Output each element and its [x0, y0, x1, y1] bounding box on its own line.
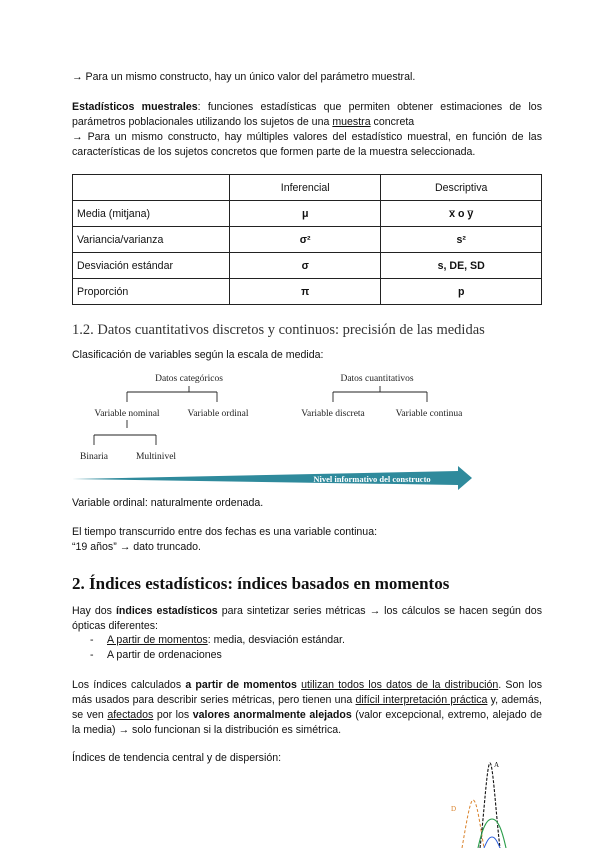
subheading-datos-cuantitativos: 1.2. Datos cuantitativos discretos y continuos: precisión de las medidas [72, 322, 485, 338]
curve-label-a: A [494, 761, 500, 769]
label-variable-nominal: Variable nominal [94, 409, 160, 419]
text: por los [153, 709, 193, 721]
text: Hay dos [72, 605, 116, 617]
underlined-text: afectados [107, 709, 154, 721]
bold-text: valores anormalmente alejados [192, 709, 352, 721]
table-row [73, 279, 542, 305]
optics-list [72, 633, 542, 663]
tendencia-caption: Índices de tendencia central y de dispersión: [72, 752, 282, 764]
parameters-table [72, 174, 542, 305]
distribution-curves-figure [440, 755, 520, 848]
underlined-text: difícil interpretación práctica [355, 694, 488, 706]
label-variable-discreta: Variable discreta [301, 409, 365, 419]
text: y, además, se ven [72, 694, 542, 721]
momentos-paragraph [72, 678, 542, 738]
cell: σ² [230, 227, 381, 253]
cell: Variancia/varianza [73, 227, 230, 253]
table-header-row [73, 175, 542, 201]
cell: μ [230, 201, 381, 227]
paragraph-estadisticos [72, 100, 542, 160]
label-binaria: Binaria [80, 452, 108, 462]
text: El tiempo transcurrido entre dos fechas es una variable continua: [72, 526, 378, 538]
intro-paragraph [72, 604, 542, 634]
ordinal-note: Variable ordinal: naturalmente ordenada. [72, 497, 264, 509]
underlined-text: utilizan todos los datos de la distribución [301, 679, 499, 691]
list-item [72, 633, 542, 648]
cell: σ [230, 253, 381, 279]
label-datos-cuantitativos: Datos cuantitativos [340, 374, 414, 384]
underlined-momentos: A partir de momentos [107, 634, 208, 646]
tiempo-paragraph [72, 525, 542, 555]
text: . Son los más usados para describir series métricas, pero tienen una [72, 679, 542, 706]
text: : media, desviación estándar. [207, 634, 345, 646]
cell: p [381, 279, 542, 305]
cell: Media (mitjana) [73, 201, 230, 227]
classification-caption: Clasificación de variables según la escala de medida: [72, 349, 324, 361]
paragraph-parametro: → Para un mismo constructo, hay un único valor del parámetro muestral. [72, 71, 416, 83]
header-cell [73, 175, 230, 201]
cell: x̅ o y̅ [381, 201, 542, 227]
variable-classification-diagram [72, 370, 482, 492]
curve-label-d: D [451, 805, 457, 813]
label-datos-categoricos: Datos categóricos [155, 374, 223, 384]
table-row [73, 227, 542, 253]
label-variable-ordinal: Variable ordinal [187, 409, 249, 419]
term-indices-estadisticos: índices estadísticos [115, 605, 218, 617]
bold-text: a partir de momentos [185, 679, 297, 691]
text: : funciones estadísticas que permiten obtener estimaciones de los parámetros poblacionales utilizando los sujetos de una [72, 101, 542, 128]
text: Los índices calculados [72, 679, 186, 691]
section-heading-indices: 2. Índices estadísticos: índices basados en momentos [72, 574, 450, 593]
header-cell: Inferencial [230, 175, 381, 201]
text: (valor excepcional, extremo, alejado de la media) → solo funcionan si la distribución es simétrica. [72, 709, 542, 736]
curve-black [480, 763, 500, 848]
table-row [73, 253, 542, 279]
text: → Para un mismo constructo, hay múltiples valores del estadístico muestral, en función de las características de los sujetos concretos que formen parte de la muestra seleccionada. [72, 131, 542, 158]
curve-blue [484, 837, 500, 848]
list-item: - A partir de ordenaciones [72, 648, 542, 663]
text: concreta [370, 116, 415, 128]
term-estadisticos-muestrales: Estadísticos muestrales [72, 101, 198, 113]
cell: s, DE, SD [381, 253, 542, 279]
cell: π [230, 279, 381, 305]
cell: Desviación estándar [73, 253, 230, 279]
label-multinivel: Multinivel [135, 452, 177, 462]
cell: Proporción [73, 279, 230, 305]
header-cell: Descriptiva [381, 175, 542, 201]
arrow-label: Nivel informativo del constructo [313, 474, 431, 484]
table-row [73, 201, 542, 227]
underlined-muestra: muestra [332, 116, 371, 128]
text: “19 años” → dato truncado. [72, 541, 201, 553]
label-variable-continua: Variable continua [395, 409, 463, 419]
text: para sintetizar series métricas → los cálculos se hacen según dos ópticas diferentes: [72, 605, 542, 632]
cell: s² [381, 227, 542, 253]
